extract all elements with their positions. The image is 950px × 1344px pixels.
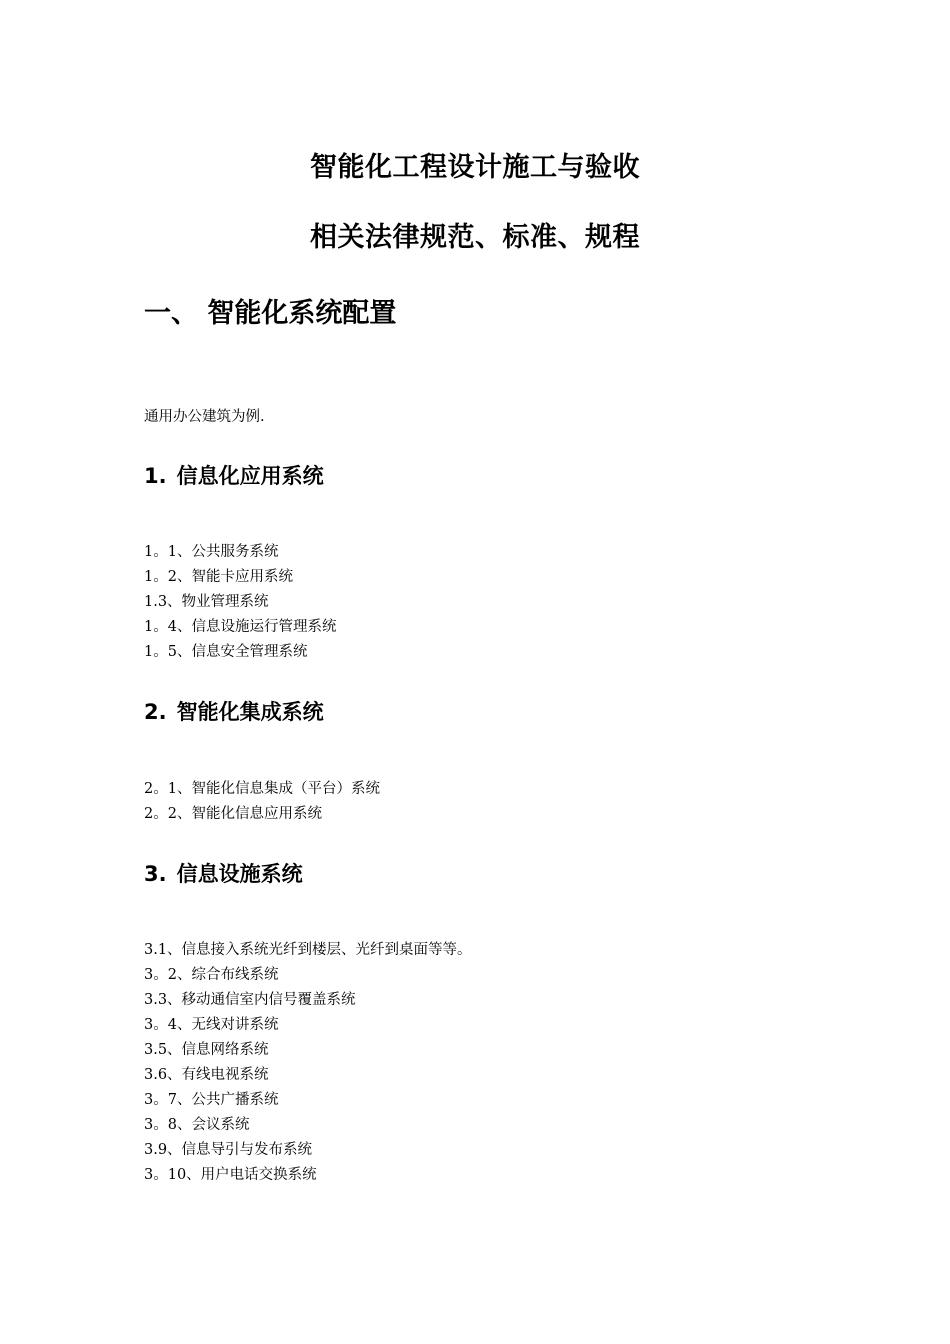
- subsection-list-1: [144, 540, 336, 665]
- list-item: 1。5、信息安全管理系统: [144, 644, 308, 660]
- list-item: 2。2、智能化信息应用系统: [144, 806, 322, 822]
- list-item: 3。10、用户电话交换系统: [144, 1167, 317, 1183]
- document-title-line-1: 智能化工程设计施工与验收: [310, 152, 640, 183]
- subsection-title: 智能化集成系统: [176, 700, 324, 724]
- subsection-heading-2: [144, 698, 324, 726]
- list-item: 2。1、智能化信息集成（平台）系统: [144, 781, 380, 797]
- list-item: 3。8、会议系统: [144, 1117, 250, 1133]
- list-item: 3。4、无线对讲系统: [144, 1017, 279, 1033]
- intro-paragraph: 通用办公建筑为例.: [144, 409, 265, 425]
- list-item: 3.9、信息导引与发布系统: [144, 1142, 313, 1158]
- subsection-heading-3: [144, 860, 303, 888]
- list-item: 3。7、公共广播系统: [144, 1092, 279, 1108]
- section-heading: 一、 智能化系统配置: [144, 298, 397, 329]
- subsection-list-2: [144, 777, 380, 827]
- list-item: 1。4、信息设施运行管理系统: [144, 619, 337, 635]
- subsection-list-3: [144, 938, 472, 1188]
- list-item: 3。2、综合布线系统: [144, 967, 279, 983]
- list-item: 3.5、信息网络系统: [144, 1042, 269, 1058]
- list-item: 1.3、物业管理系统: [144, 594, 269, 610]
- subsection-number: 3.: [144, 862, 167, 886]
- list-item: 3.6、有线电视系统: [144, 1067, 269, 1083]
- list-item: 1。2、智能卡应用系统: [144, 569, 293, 585]
- document-title-line-2: 相关法律规范、标准、规程: [310, 222, 640, 253]
- subsection-number: 2.: [144, 700, 167, 724]
- subsection-heading-1: [144, 462, 324, 490]
- list-item: 3.3、移动通信室内信号覆盖系统: [144, 992, 356, 1008]
- subsection-number: 1.: [144, 464, 167, 488]
- subsection-title: 信息化应用系统: [176, 464, 324, 488]
- subsection-title: 信息设施系统: [176, 862, 303, 886]
- list-item: 3.1、信息接入系统光纤到楼层、光纤到桌面等等。: [144, 942, 472, 958]
- list-item: 1。1、公共服务系统: [144, 544, 279, 560]
